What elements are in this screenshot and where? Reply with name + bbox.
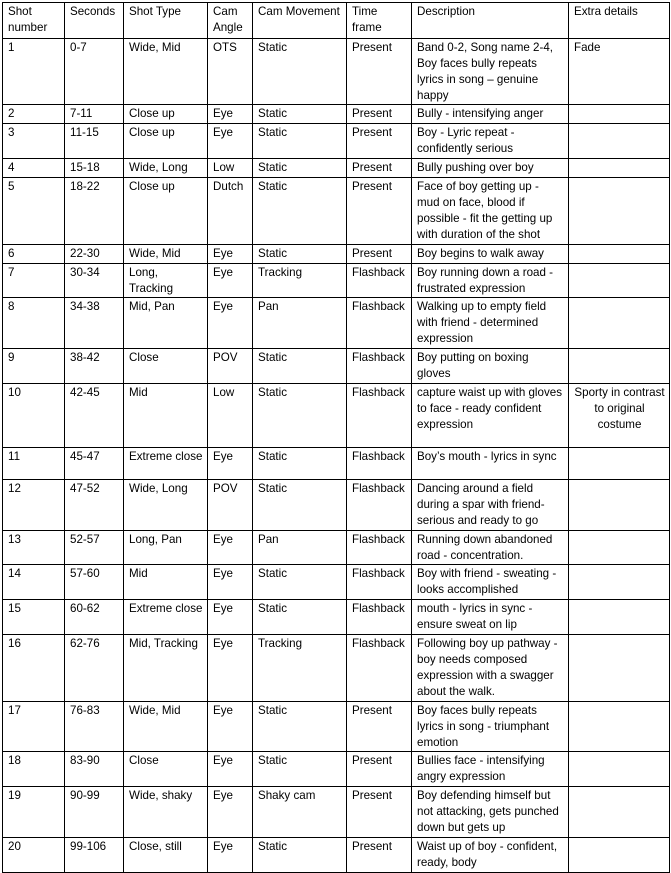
cell-cam-angle: Dutch (208, 178, 253, 245)
cell-extra-details (569, 178, 670, 245)
cell-extra-details (569, 105, 670, 124)
cell-description: Boy putting on boxing gloves (412, 349, 569, 384)
cell-time-frame: Flashback (347, 479, 412, 530)
cell-shot-number: 10 (3, 383, 65, 447)
cell-cam-movement: Tracking (253, 263, 347, 298)
cell-extra-details (569, 530, 670, 565)
table-row (3, 837, 670, 872)
cell-extra-details (569, 349, 670, 384)
cell-shot-type: Long, Pan (124, 530, 208, 565)
cell-extra-details: Fade (569, 38, 670, 105)
table-row (3, 787, 670, 838)
cell-extra-details (569, 635, 670, 702)
cell-time-frame: Present (347, 787, 412, 838)
cell-cam-movement: Pan (253, 298, 347, 349)
cell-cam-movement: Tracking (253, 635, 347, 702)
cell-shot-type: Mid (124, 383, 208, 447)
table-row (3, 530, 670, 565)
cell-extra-details (569, 159, 670, 178)
cell-extra-details (569, 263, 670, 298)
cell-cam-movement: Static (253, 178, 347, 245)
cell-shot-number: 7 (3, 263, 65, 298)
cell-cam-movement: Static (253, 600, 347, 635)
cell-cam-angle: Eye (208, 298, 253, 349)
cell-shot-type: Wide, shaky (124, 787, 208, 838)
cell-time-frame: Flashback (347, 263, 412, 298)
table-row (3, 244, 670, 263)
table-row (3, 565, 670, 600)
header-cam-movement: Cam Movement (253, 3, 347, 39)
cell-time-frame: Present (347, 701, 412, 752)
table-row (3, 752, 670, 787)
cell-time-frame: Present (347, 38, 412, 105)
cell-time-frame: Present (347, 752, 412, 787)
cell-extra-details (569, 600, 670, 635)
cell-cam-movement: Static (253, 752, 347, 787)
cell-cam-angle: Eye (208, 837, 253, 872)
table-row (3, 105, 670, 124)
cell-description: Band 0-2, Song name 2-4, Boy faces bully repeats lyrics in song – genuine happy (412, 38, 569, 105)
cell-shot-type: Mid, Tracking (124, 635, 208, 702)
cell-seconds: 42-45 (65, 383, 124, 447)
cell-shot-type: Wide, Mid (124, 38, 208, 105)
cell-cam-angle: POV (208, 349, 253, 384)
cell-cam-angle: POV (208, 479, 253, 530)
cell-time-frame: Flashback (347, 298, 412, 349)
cell-description: Bully pushing over boy (412, 159, 569, 178)
table-row (3, 479, 670, 530)
cell-cam-angle: Eye (208, 263, 253, 298)
cell-shot-number: 3 (3, 124, 65, 159)
cell-shot-type: Wide, Mid (124, 244, 208, 263)
cell-time-frame: Present (347, 837, 412, 872)
cell-shot-type: Close up (124, 178, 208, 245)
cell-shot-number: 9 (3, 349, 65, 384)
cell-seconds: 18-22 (65, 178, 124, 245)
cell-description: mouth - lyrics in sync - ensure sweat on lip (412, 600, 569, 635)
header-row (3, 3, 670, 39)
cell-shot-type: Close up (124, 105, 208, 124)
table-row (3, 701, 670, 752)
cell-seconds: 62-76 (65, 635, 124, 702)
cell-shot-number: 8 (3, 298, 65, 349)
cell-time-frame: Flashback (347, 530, 412, 565)
cell-cam-movement: Pan (253, 530, 347, 565)
cell-shot-type: Wide, Long (124, 159, 208, 178)
cell-time-frame: Present (347, 159, 412, 178)
table-row (3, 263, 670, 298)
cell-shot-type: Wide, Mid (124, 701, 208, 752)
table-row (3, 447, 670, 479)
cell-description: Following boy up pathway - boy needs composed expression with a swagger about the walk. (412, 635, 569, 702)
cell-cam-angle: Eye (208, 447, 253, 479)
table-row (3, 38, 670, 105)
cell-seconds: 83-90 (65, 752, 124, 787)
cell-cam-movement: Shaky cam (253, 787, 347, 838)
cell-description: Face of boy getting up - mud on face, blood if possible - fit the getting up with duration of the shot (412, 178, 569, 245)
cell-time-frame: Flashback (347, 565, 412, 600)
cell-shot-number: 2 (3, 105, 65, 124)
cell-seconds: 90-99 (65, 787, 124, 838)
cell-cam-angle: Low (208, 383, 253, 447)
cell-seconds: 30-34 (65, 263, 124, 298)
cell-shot-type: Extreme close (124, 600, 208, 635)
cell-shot-number: 5 (3, 178, 65, 245)
cell-description: Dancing around a field during a spar with friend- serious and ready to go (412, 479, 569, 530)
cell-seconds: 15-18 (65, 159, 124, 178)
cell-description: Boy faces bully repeats lyrics in song - triumphant emotion (412, 701, 569, 752)
cell-cam-angle: Low (208, 159, 253, 178)
cell-shot-type: Wide, Long (124, 479, 208, 530)
cell-shot-number: 1 (3, 38, 65, 105)
cell-time-frame: Present (347, 124, 412, 159)
table-row (3, 383, 670, 447)
cell-shot-number: 13 (3, 530, 65, 565)
cell-shot-number: 16 (3, 635, 65, 702)
cell-description: Boy - Lyric repeat - confidently serious (412, 124, 569, 159)
cell-extra-details (569, 837, 670, 872)
table-row (3, 349, 670, 384)
cell-shot-number: 18 (3, 752, 65, 787)
header-description: Description (412, 3, 569, 39)
header-cam-angle: Cam Angle (208, 3, 253, 39)
cell-cam-angle: Eye (208, 635, 253, 702)
header-seconds: Seconds (65, 3, 124, 39)
cell-shot-type: Close (124, 752, 208, 787)
cell-extra-details (569, 244, 670, 263)
cell-cam-angle: OTS (208, 38, 253, 105)
header-shot-number: Shot number (3, 3, 65, 39)
cell-cam-angle: Eye (208, 752, 253, 787)
cell-shot-number: 14 (3, 565, 65, 600)
cell-description: Boy with friend - sweating - looks accomplished (412, 565, 569, 600)
cell-shot-number: 12 (3, 479, 65, 530)
cell-cam-movement: Static (253, 701, 347, 752)
cell-cam-movement: Static (253, 159, 347, 178)
cell-cam-movement: Static (253, 124, 347, 159)
cell-cam-movement: Static (253, 383, 347, 447)
cell-shot-number: 15 (3, 600, 65, 635)
cell-cam-movement: Static (253, 105, 347, 124)
cell-cam-movement: Static (253, 565, 347, 600)
cell-cam-angle: Eye (208, 530, 253, 565)
cell-cam-angle: Eye (208, 244, 253, 263)
cell-description: capture waist up with gloves to face - ready confident expression (412, 383, 569, 447)
cell-extra-details (569, 124, 670, 159)
cell-shot-number: 4 (3, 159, 65, 178)
cell-seconds: 7-11 (65, 105, 124, 124)
cell-cam-movement: Static (253, 38, 347, 105)
cell-description: Boy begins to walk away (412, 244, 569, 263)
cell-time-frame: Flashback (347, 383, 412, 447)
cell-extra-details (569, 479, 670, 530)
cell-cam-angle: Eye (208, 600, 253, 635)
table-row (3, 124, 670, 159)
cell-extra-details (569, 787, 670, 838)
cell-shot-number: 17 (3, 701, 65, 752)
cell-seconds: 22-30 (65, 244, 124, 263)
cell-seconds: 52-57 (65, 530, 124, 565)
cell-shot-number: 6 (3, 244, 65, 263)
table-header (3, 3, 670, 39)
cell-description: Boy’s mouth - lyrics in sync (412, 447, 569, 479)
cell-extra-details (569, 701, 670, 752)
cell-description: Bully - intensifying anger (412, 105, 569, 124)
cell-seconds: 0-7 (65, 38, 124, 105)
table-row (3, 159, 670, 178)
cell-seconds: 11-15 (65, 124, 124, 159)
cell-description: Walking up to empty field with friend - determined expression (412, 298, 569, 349)
cell-cam-angle: Eye (208, 701, 253, 752)
table-row (3, 298, 670, 349)
cell-shot-type: Close (124, 349, 208, 384)
cell-time-frame: Flashback (347, 349, 412, 384)
cell-cam-movement: Static (253, 349, 347, 384)
cell-shot-number: 20 (3, 837, 65, 872)
table-row (3, 178, 670, 245)
cell-time-frame: Flashback (347, 447, 412, 479)
cell-cam-angle: Eye (208, 124, 253, 159)
cell-shot-type: Long, Tracking (124, 263, 208, 298)
cell-seconds: 34-38 (65, 298, 124, 349)
cell-extra-details (569, 565, 670, 600)
shot-list-table (2, 2, 670, 873)
cell-seconds: 45-47 (65, 447, 124, 479)
cell-time-frame: Present (347, 105, 412, 124)
table-row (3, 600, 670, 635)
cell-seconds: 60-62 (65, 600, 124, 635)
header-time-frame: Time frame (347, 3, 412, 39)
cell-seconds: 38-42 (65, 349, 124, 384)
table-row (3, 635, 670, 702)
table-body (3, 38, 670, 872)
cell-description: Boy running down a road - frustrated expression (412, 263, 569, 298)
cell-description: Running down abandoned road - concentration. (412, 530, 569, 565)
cell-description: Waist up of boy - confident, ready, body (412, 837, 569, 872)
cell-shot-type: Mid (124, 565, 208, 600)
header-shot-type: Shot Type (124, 3, 208, 39)
cell-shot-number: 19 (3, 787, 65, 838)
cell-cam-movement: Static (253, 447, 347, 479)
cell-extra-details (569, 447, 670, 479)
cell-cam-angle: Eye (208, 787, 253, 838)
cell-time-frame: Flashback (347, 600, 412, 635)
cell-seconds: 57-60 (65, 565, 124, 600)
cell-seconds: 99-106 (65, 837, 124, 872)
cell-cam-angle: Eye (208, 105, 253, 124)
cell-shot-type: Close, still (124, 837, 208, 872)
cell-seconds: 47-52 (65, 479, 124, 530)
cell-shot-number: 11 (3, 447, 65, 479)
cell-shot-type: Extreme close (124, 447, 208, 479)
cell-cam-movement: Static (253, 244, 347, 263)
cell-shot-type: Mid, Pan (124, 298, 208, 349)
cell-extra-details (569, 752, 670, 787)
cell-cam-movement: Static (253, 479, 347, 530)
cell-cam-movement: Static (253, 837, 347, 872)
cell-description: Boy defending himself but not attacking, gets punched down but gets up (412, 787, 569, 838)
cell-time-frame: Flashback (347, 635, 412, 702)
cell-shot-type: Close up (124, 124, 208, 159)
cell-extra-details: Sporty in contrast to original costume (569, 383, 670, 447)
cell-cam-angle: Eye (208, 565, 253, 600)
cell-time-frame: Present (347, 178, 412, 245)
cell-description: Bullies face - intensifying angry expression (412, 752, 569, 787)
header-extra-details: Extra details (569, 3, 670, 39)
cell-time-frame: Present (347, 244, 412, 263)
cell-extra-details (569, 298, 670, 349)
cell-seconds: 76-83 (65, 701, 124, 752)
